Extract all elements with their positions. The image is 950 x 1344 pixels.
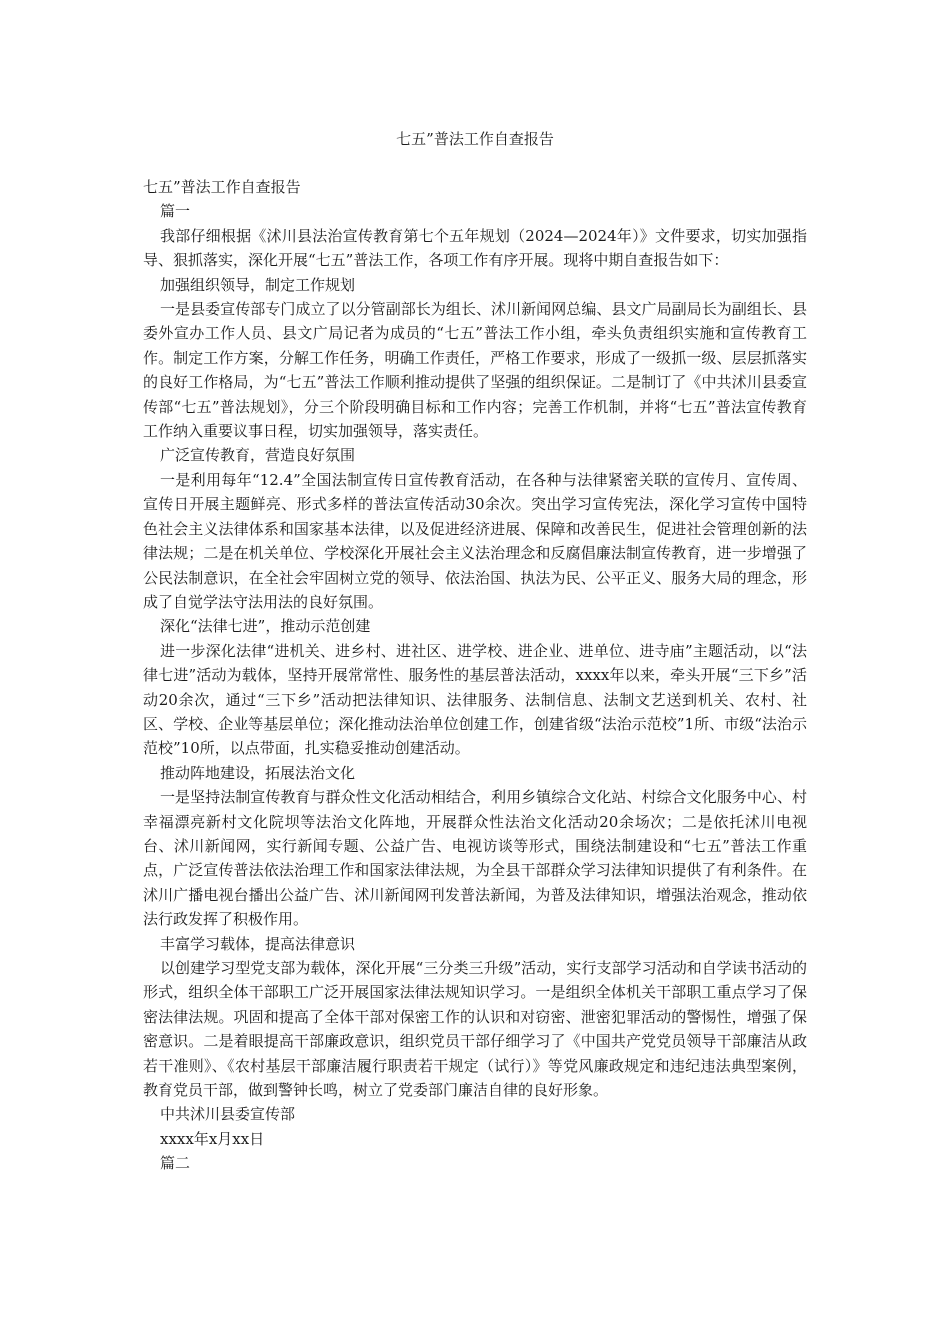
body-paragraph: 一是利用每年“12.4”全国法制宣传日宣传教育活动，在各种与法律紧密关联的宣传月、宣传周、宣传日开展主题鲜亮、形式多样的普法宣传活动30余次。突出学习宣传宪法，深化学习宣传中国特色社会主义法律体系和国家基本法律，以及促进经济进展、保障和改善民生，促进社会管理创新的法律法规；二是在机关单位、学校深化开展社会主义法治理念和反腐倡廉法制宣传教育，进一步增强了公民法制意识，在全社会牢固树立党的领导、依法治国、执法为民、公平正义、服务大局的理念，形成了自觉学法守法用法的良好氛围。 <box>143 470 807 611</box>
section-heading: 广泛宣传教育，营造良好氛围 <box>160 446 356 465</box>
body-paragraph: 一是坚持法制宣传教育与群众性文化活动相结合，利用乡镇综合文化站、村综合文化服务中心、村幸福漂亮新村文化院坝等法治文化阵地，开展群众性法治文化活动20余场次；二是依托沭川电视台、沭川新闻网，实行新闻专题、公益广告、电视访谈等形式，围绕法制建设和“七五”普法工作重点，广泛宣传普法依法治理工作和国家法律法规，为全县干部群众学习法律知识提供了有利条件。在沭川广播电视台播出公益广告、沭川新闻网刊发普法新闻，为普及法律知识，增强法治观念，推动依法行政发挥了积极作用。 <box>143 788 807 929</box>
section-heading: 推动阵地建设，拓展法治文化 <box>160 763 356 782</box>
section-heading: 深化“法律七进”，推动示范创建 <box>160 617 371 636</box>
document-title: 七五”普法工作自查报告 <box>396 130 554 148</box>
document-subtitle: 七五”普法工作自查报告 <box>143 178 301 196</box>
body-paragraph: 一是县委宣传部专门成立了以分管副部长为组长、沭川新闻网总编、县文广局副局长为副组长、县委外宣办工作人员、县文广局记者为成员的“七五”普法工作小组，牵头负责组织实施和宣传教育工作。制定工作方案，分解工作任务，明确工作责任，严格工作要求，形成了一级抓一级、层层抓落实的良好工作格局，为“七五”普法工作顺利推动提供了坚强的组织保证。二是制订了《中共沭川县委宣传部“七五”普法规划》，分三个阶段明确目标和工作内容；完善工作机制，并将“七五”普法宣传教育工作纳入重要议事日程，切实加强领导，落实责任。 <box>143 300 807 441</box>
signature-organization: 中共沭川县委宣传部 <box>160 1105 296 1124</box>
document-body <box>143 175 807 1176</box>
body-paragraph: 以创建学习型党支部为载体，深化开展“三分类三升级”活动，实行支部学习活动和自学读书活动的形式，组织全体干部职工广泛开展国家法律法规知识学习。一是组织全体机关干部职工重点学习了保密法律法规。巩固和提高了全体干部对保密工作的认识和对窃密、泄密犯罪活动的警惕性，增强了保密意识。二是着眼提高干部廉政意识，组织党员干部仔细学习了《中国共产党党员领导干部廉洁从政若干准则》、《农村基层干部廉洁履行职责若干规定（试行）》等党风廉政规定和违纪违法典型案例，教育党员干部，做到警钟长鸣，树立了党委部门廉洁自律的良好形象。 <box>143 959 807 1100</box>
intro-paragraph: 我部仔细根据《沭川县法治宣传教育第七个五年规划（2024—2024年）》文件要求，切实加强指导、狠抓落实，深化开展“七五”普法工作，各项工作有序开展。现将中期自查报告如下： <box>143 226 807 270</box>
section-label: 篇一 <box>160 202 191 221</box>
section-heading: 丰富学习载体，提高法律意识 <box>160 934 356 953</box>
section-label: 篇二 <box>160 1154 191 1173</box>
section-heading: 加强组织领导，制定工作规划 <box>160 275 356 294</box>
signature-date: xxxx年x月xx日 <box>160 1129 265 1148</box>
body-paragraph: 进一步深化法律“进机关、进乡村、进社区、进学校、进企业、进单位、进寺庙”主题活动，以“法律七进”活动为载体，坚持开展常常性、服务性的基层普法活动，xxxx年以来，牵头开展“三下乡”活动20余次，通过“三下乡”活动把法律知识、法律服务、法制信息、法制文艺送到机关、农村、社区、学校、企业等基层单位；深化推动法治单位创建工作，创建省级“法治示范校”1所、市级“法治示范校”10所，以点带面，扎实稳妥推动创建活动。 <box>143 641 807 758</box>
